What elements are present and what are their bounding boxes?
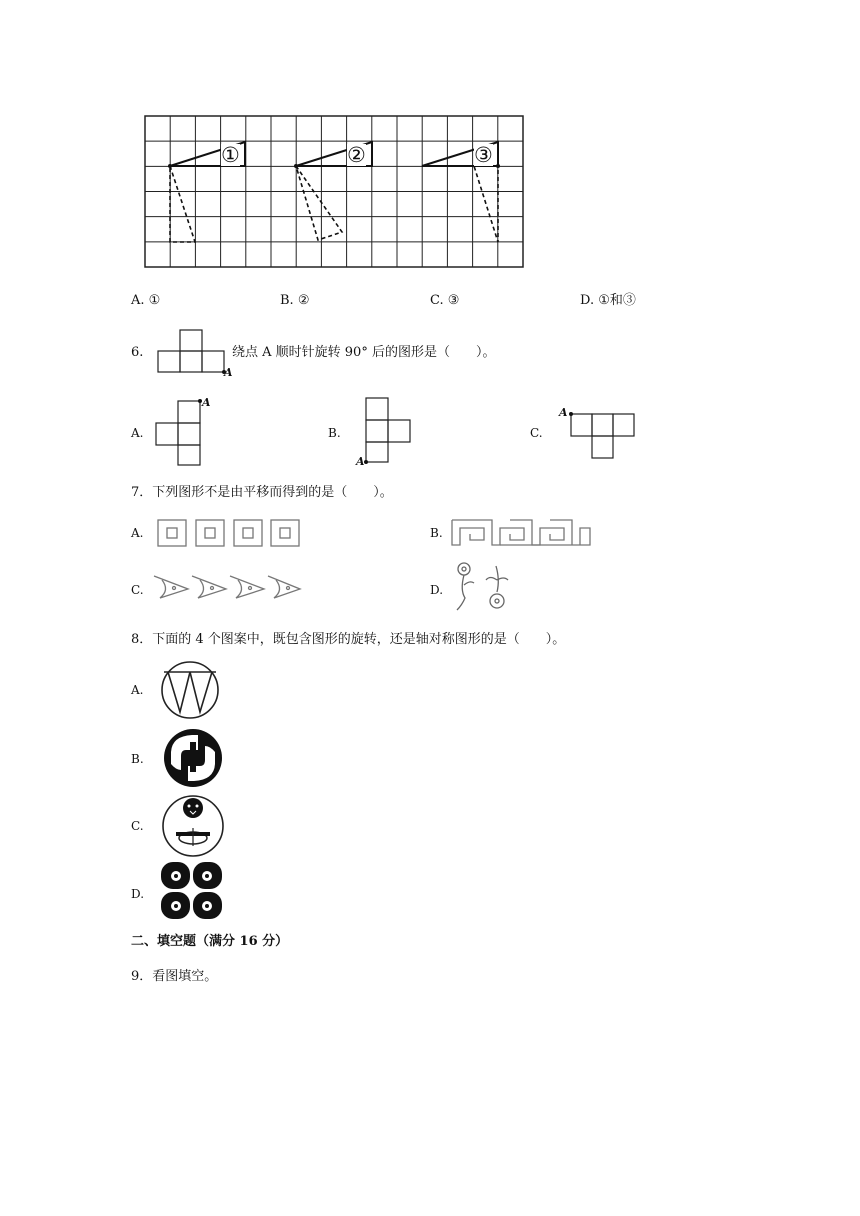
q7-option-b[interactable]: B. xyxy=(430,526,443,540)
q8-option-d[interactable]: D. xyxy=(131,887,145,901)
q8-option-a[interactable]: A. xyxy=(131,683,144,697)
q7-option-c[interactable]: C. xyxy=(131,583,144,597)
option-label: B. xyxy=(280,293,294,308)
marker-1: ① xyxy=(221,143,240,167)
q6-option-c[interactable]: C. xyxy=(530,426,543,440)
q6-number: 6. xyxy=(131,345,144,360)
option-text: ①和③ xyxy=(598,293,636,308)
q6-prompt: 绕点 A 顺时针旋转 90° 后的图形是（ ）。 xyxy=(232,345,496,360)
q6-option-c-point-label: A xyxy=(559,406,568,419)
option-label: A. xyxy=(131,293,145,308)
q8-prompt: 8．下面的 4 个图案中，既包含图形的旋转，还是轴对称图形的是（ ）。 xyxy=(131,632,566,647)
section-2-title: 二、填空题（满分 16 分） xyxy=(131,934,289,949)
option-text: ① xyxy=(148,293,161,308)
marker-2: ② xyxy=(347,143,366,167)
q6-point-a-label: A xyxy=(224,366,233,379)
q7-option-d[interactable]: D. xyxy=(430,583,444,597)
option-label: D. xyxy=(580,293,595,308)
q8-option-c[interactable]: C. xyxy=(131,819,144,833)
option-text: ③ xyxy=(447,293,460,308)
q7-option-a[interactable]: A. xyxy=(131,526,144,540)
marker-3: ③ xyxy=(474,143,493,167)
q9-prompt: 9．看图填空。 xyxy=(131,969,218,984)
q6-option-b[interactable]: B. xyxy=(328,426,341,440)
q7-prompt: 7．下列图形不是由平移而得到的是（ ）。 xyxy=(131,485,393,500)
option-text: ② xyxy=(297,293,310,308)
q6-option-b-point-label: A xyxy=(356,455,365,468)
q6-option-a[interactable]: A. xyxy=(131,426,144,440)
q8-option-b[interactable]: B. xyxy=(131,752,144,766)
option-label: C. xyxy=(430,293,444,308)
q6-option-a-point-label: A xyxy=(202,396,211,409)
